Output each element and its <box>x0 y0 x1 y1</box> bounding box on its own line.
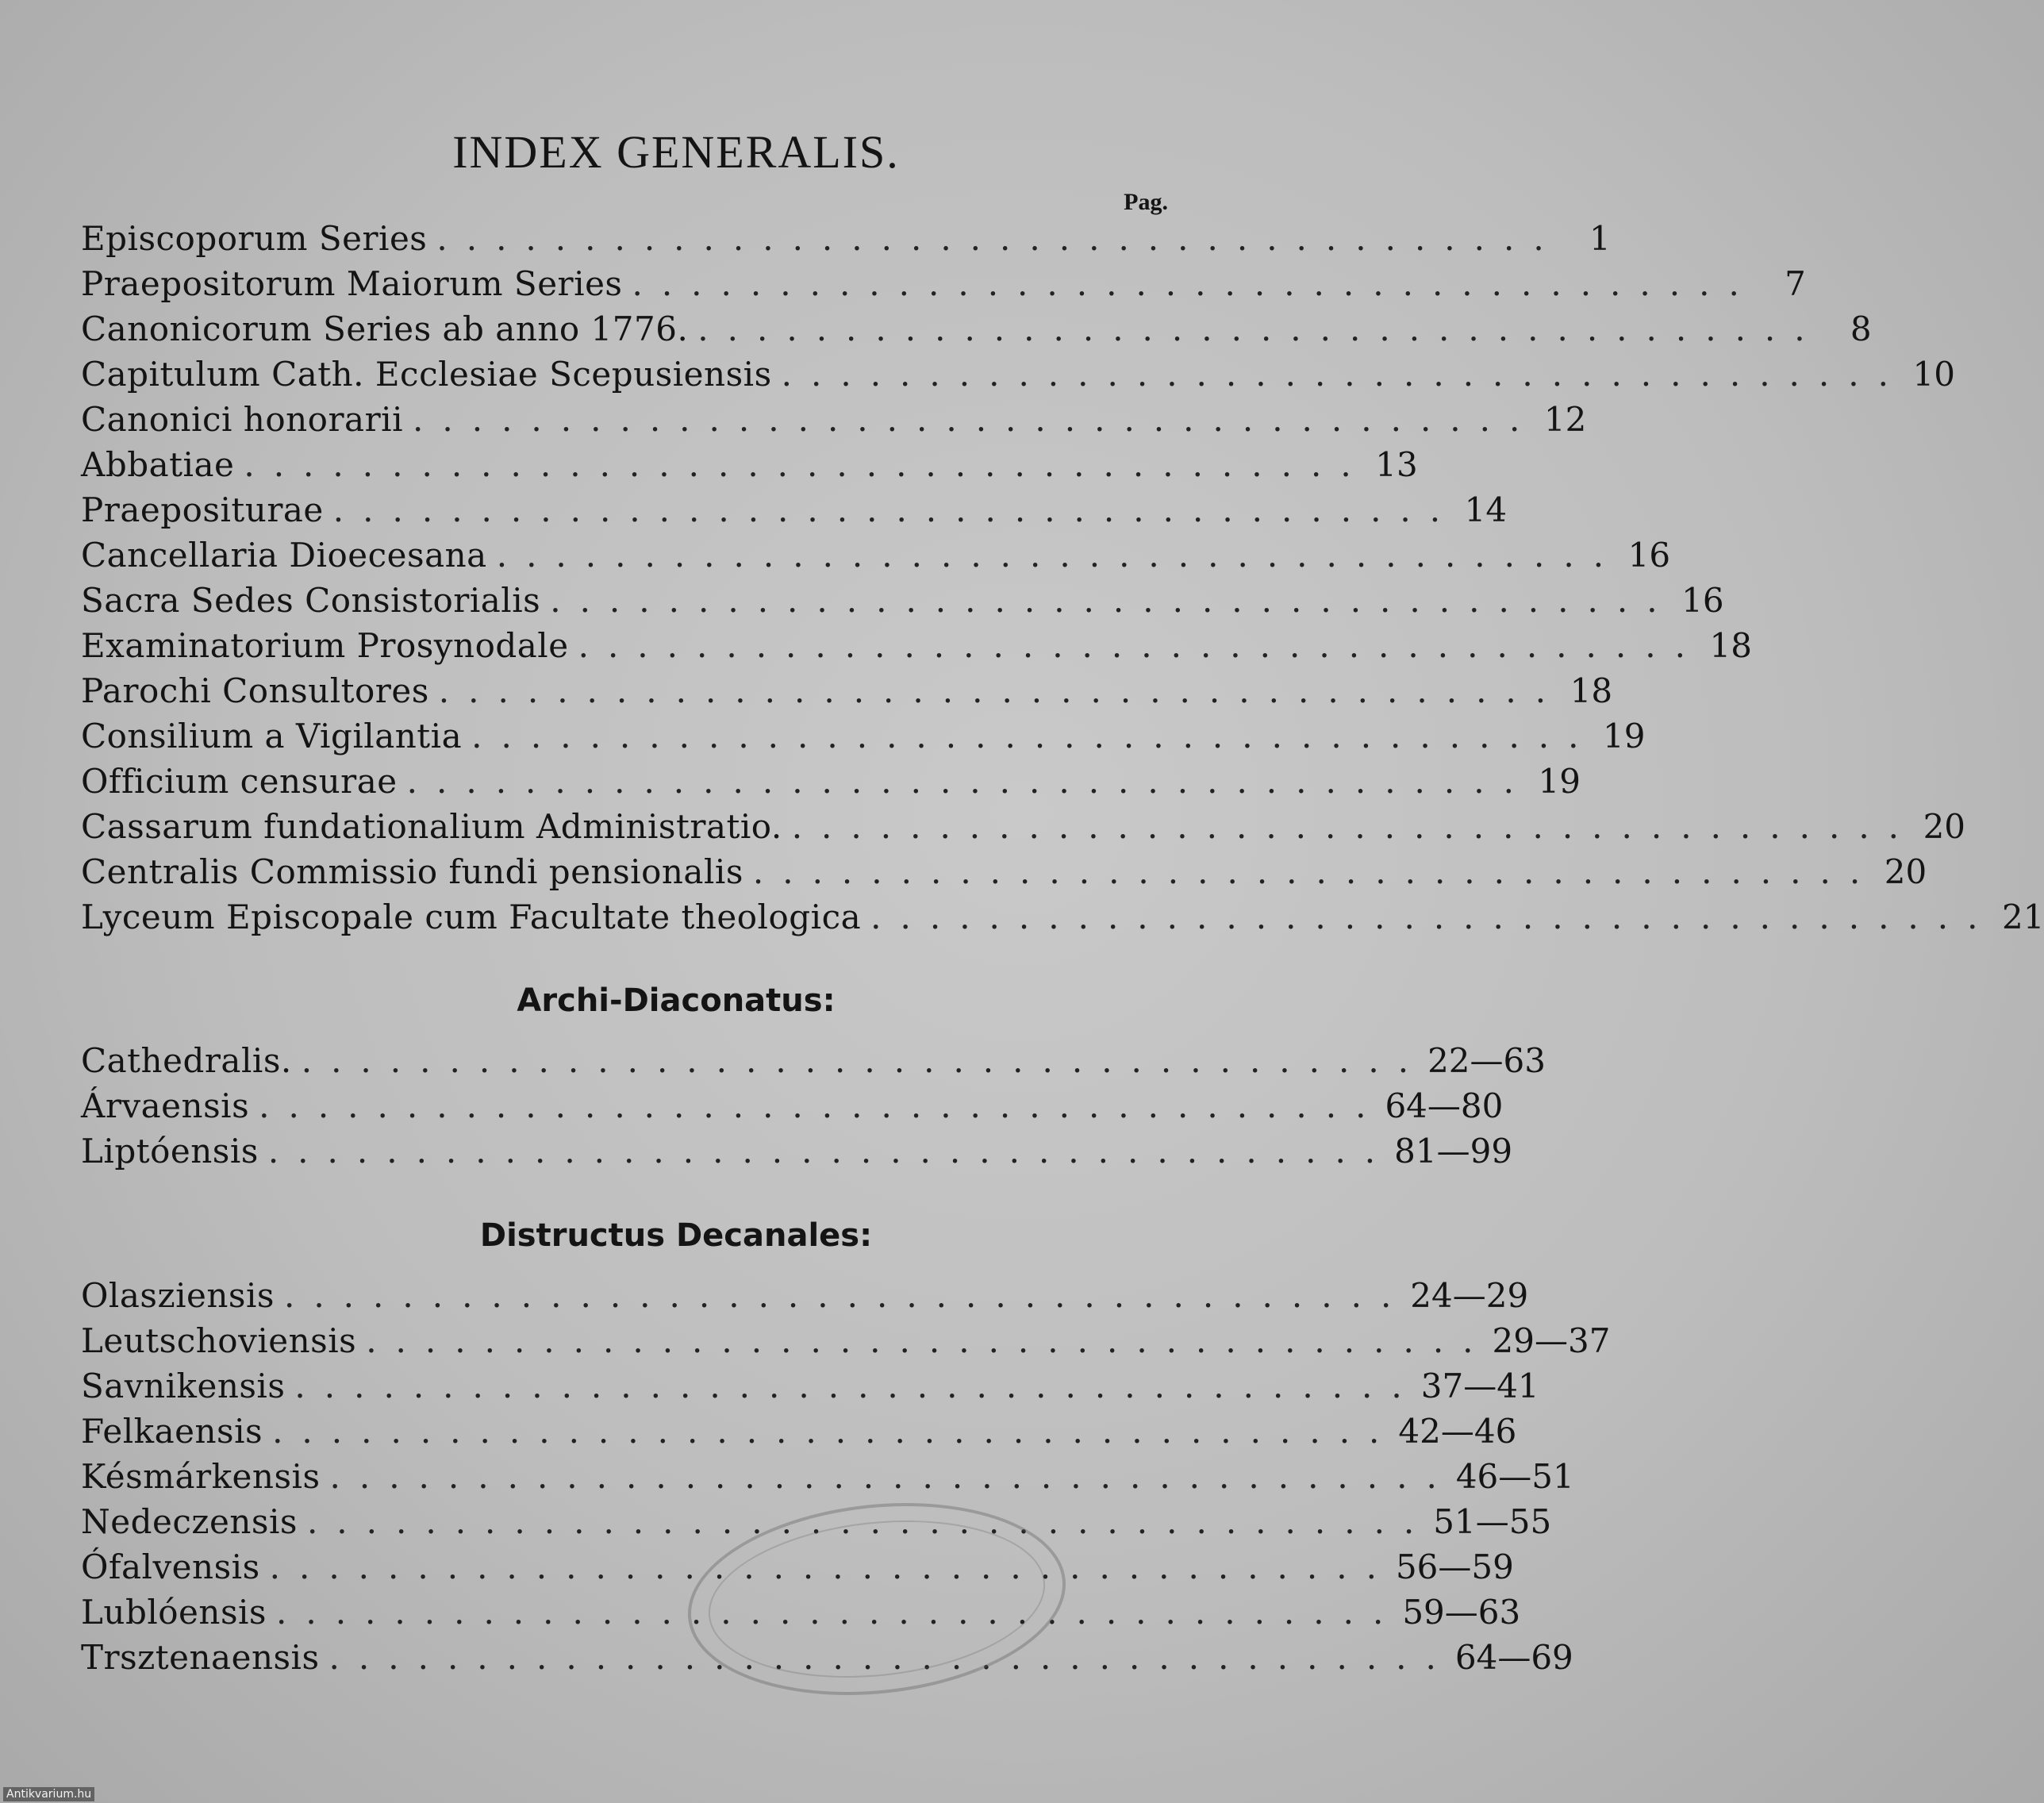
entry-page: 12 <box>1543 400 1587 439</box>
entry-name: Liptóensis <box>81 1132 259 1171</box>
entry-name: Officium censurae <box>81 762 398 801</box>
list-item <box>81 397 1587 442</box>
entry-page: 81—99 <box>1394 1132 1513 1171</box>
archi-diaconatus-list <box>81 1038 1546 1174</box>
entry-name: Consilium a Vigilantia <box>81 717 463 755</box>
entry-page: 24—29 <box>1410 1276 1529 1315</box>
entry-page: 56—59 <box>1395 1547 1514 1586</box>
entry-name: Centralis Commissio fundi pensionalis <box>81 852 743 891</box>
leader-dots: ...................................... <box>267 1132 1395 1171</box>
entry-page: 20 <box>1923 807 1966 846</box>
list-item <box>81 532 1671 578</box>
leader-dots: ...................................... <box>438 671 1566 710</box>
list-item <box>81 1128 1513 1174</box>
list-item <box>81 1409 1517 1454</box>
entry-page: 14 <box>1464 490 1508 529</box>
list-item <box>81 623 1752 668</box>
leader-dots: ...................................... <box>413 400 1539 439</box>
entry-page: 22—63 <box>1427 1041 1546 1080</box>
entry-name: Examinatorium Prosynodale <box>81 626 569 665</box>
list-item <box>81 1363 1539 1409</box>
list-item <box>81 759 1581 804</box>
leader-dots: ...................................... <box>259 1086 1385 1125</box>
list-item <box>81 804 1966 849</box>
leader-dots: ...................................... <box>329 1457 1456 1496</box>
entry-page: 51—55 <box>1433 1502 1552 1541</box>
leader-dots: ...................................... <box>276 1593 1403 1632</box>
list-item <box>81 1454 1574 1499</box>
leader-dots: ...................................... <box>332 490 1460 529</box>
list-item <box>81 352 1955 397</box>
list-item <box>81 216 1611 261</box>
list-item <box>81 1273 1529 1318</box>
page-title: INDEX GENERALIS. <box>452 126 900 178</box>
list-item <box>81 261 1806 306</box>
page-column-label: Pag. <box>1124 189 1168 215</box>
entry-page: 64—80 <box>1385 1086 1504 1125</box>
entry-page: 21 <box>2002 898 2044 936</box>
list-item <box>81 442 1418 487</box>
entry-page: 18 <box>1709 626 1752 665</box>
list-item <box>81 713 1646 759</box>
entry-page: 18 <box>1570 671 1613 710</box>
entry-page: 19 <box>1538 762 1581 801</box>
entry-page: 16 <box>1627 536 1671 575</box>
entry-name: Árvaensis <box>81 1086 250 1125</box>
entry-name: Canonicorum Series ab anno 1776. <box>81 309 689 348</box>
list-item <box>81 894 2044 940</box>
entry-page: 16 <box>1681 581 1724 620</box>
entry-page: 20 <box>1884 852 1927 891</box>
entry-page: 13 <box>1375 445 1418 484</box>
entry-name: Capitulum Cath. Ecclesiae Scepusiensis <box>81 355 772 394</box>
entry-name: Lyceum Episcopale cum Facultate theologica <box>81 898 862 936</box>
list-item <box>81 1038 1546 1083</box>
list-item <box>81 668 1613 713</box>
leader-dots: ...................................... <box>578 626 1704 665</box>
leader-dots: ...................................... <box>269 1547 1396 1586</box>
distructus-decanales-heading: Distructus Decanales: <box>479 1217 873 1254</box>
entry-page: 7 <box>1785 264 1806 303</box>
entry-name: Cancellaria Dioecesana <box>81 536 487 575</box>
entry-name: Leutschoviensis <box>81 1321 357 1360</box>
entry-name: Praepositurae <box>81 490 324 529</box>
leader-dots: ...................................... <box>632 264 1758 303</box>
leader-dots: ...................................... <box>697 309 1824 348</box>
entry-page: 8 <box>1850 309 1872 348</box>
list-item <box>81 578 1724 623</box>
entry-name: Trsztenaensis <box>81 1638 320 1677</box>
main-entries-list <box>81 216 2044 940</box>
leader-dots: ...................................... <box>870 898 1997 936</box>
leader-dots: ...................................... <box>436 219 1563 258</box>
leader-dots: ...................................... <box>781 355 1908 394</box>
leader-dots: ...................................... <box>306 1502 1434 1541</box>
entry-name: Felkaensis <box>81 1412 263 1451</box>
entry-page: 37—41 <box>1420 1367 1539 1405</box>
entry-page: 29—37 <box>1492 1321 1611 1360</box>
entry-page: 10 <box>1912 355 1955 394</box>
entry-name: Savnikensis <box>81 1367 286 1405</box>
entry-name: Nedeczensis <box>81 1502 298 1541</box>
entry-name: Praepositorum Maiorum Series <box>81 264 623 303</box>
leader-dots: ...................................... <box>244 445 1370 484</box>
leader-dots: ...................................... <box>328 1638 1455 1677</box>
entry-name: Episcoporum Series <box>81 219 428 258</box>
entry-name: Késmárkensis <box>81 1457 321 1496</box>
leader-dots: ...................................... <box>301 1041 1428 1080</box>
leader-dots: ...................................... <box>471 717 1598 755</box>
entry-name: Cassarum fundationalium Administratio. <box>81 807 782 846</box>
leader-dots: ...................................... <box>550 581 1677 620</box>
entry-page: 46—51 <box>1455 1457 1574 1496</box>
entry-name: Canonici honorarii <box>81 400 404 439</box>
list-item <box>81 487 1508 532</box>
watermark: Antikvarium.hu <box>3 1787 94 1801</box>
entry-page: 64—69 <box>1454 1638 1573 1677</box>
entry-page: 1 <box>1589 219 1611 258</box>
leader-dots: ...................................... <box>791 807 1919 846</box>
leader-dots: ...................................... <box>283 1276 1411 1315</box>
leader-dots: ...................................... <box>406 762 1533 801</box>
leader-dots: ...................................... <box>496 536 1623 575</box>
entry-name: Cathedralis. <box>81 1041 292 1080</box>
entry-page: 42—46 <box>1398 1412 1517 1451</box>
entry-name: Sacra Sedes Consistorialis <box>81 581 541 620</box>
leader-dots: ...................................... <box>272 1412 1399 1451</box>
leader-dots: ...................................... <box>294 1367 1421 1405</box>
entry-name: Lublóensis <box>81 1593 267 1632</box>
entry-name: Parochi Consultores <box>81 671 429 710</box>
entry-name: Abbatiae <box>81 445 235 484</box>
leader-dots: ...................................... <box>752 852 1880 891</box>
list-item <box>81 306 1872 352</box>
archi-diaconatus-heading: Archi-Diaconatus: <box>517 982 836 1019</box>
list-item <box>81 1318 1611 1363</box>
entry-name: Olasziensis <box>81 1276 275 1315</box>
entry-page: 59—63 <box>1402 1593 1521 1632</box>
leader-dots: ...................................... <box>366 1321 1493 1360</box>
list-item <box>81 1083 1504 1128</box>
list-item <box>81 849 1927 894</box>
entry-page: 19 <box>1603 717 1646 755</box>
entry-name: Ófalvensis <box>81 1547 260 1586</box>
